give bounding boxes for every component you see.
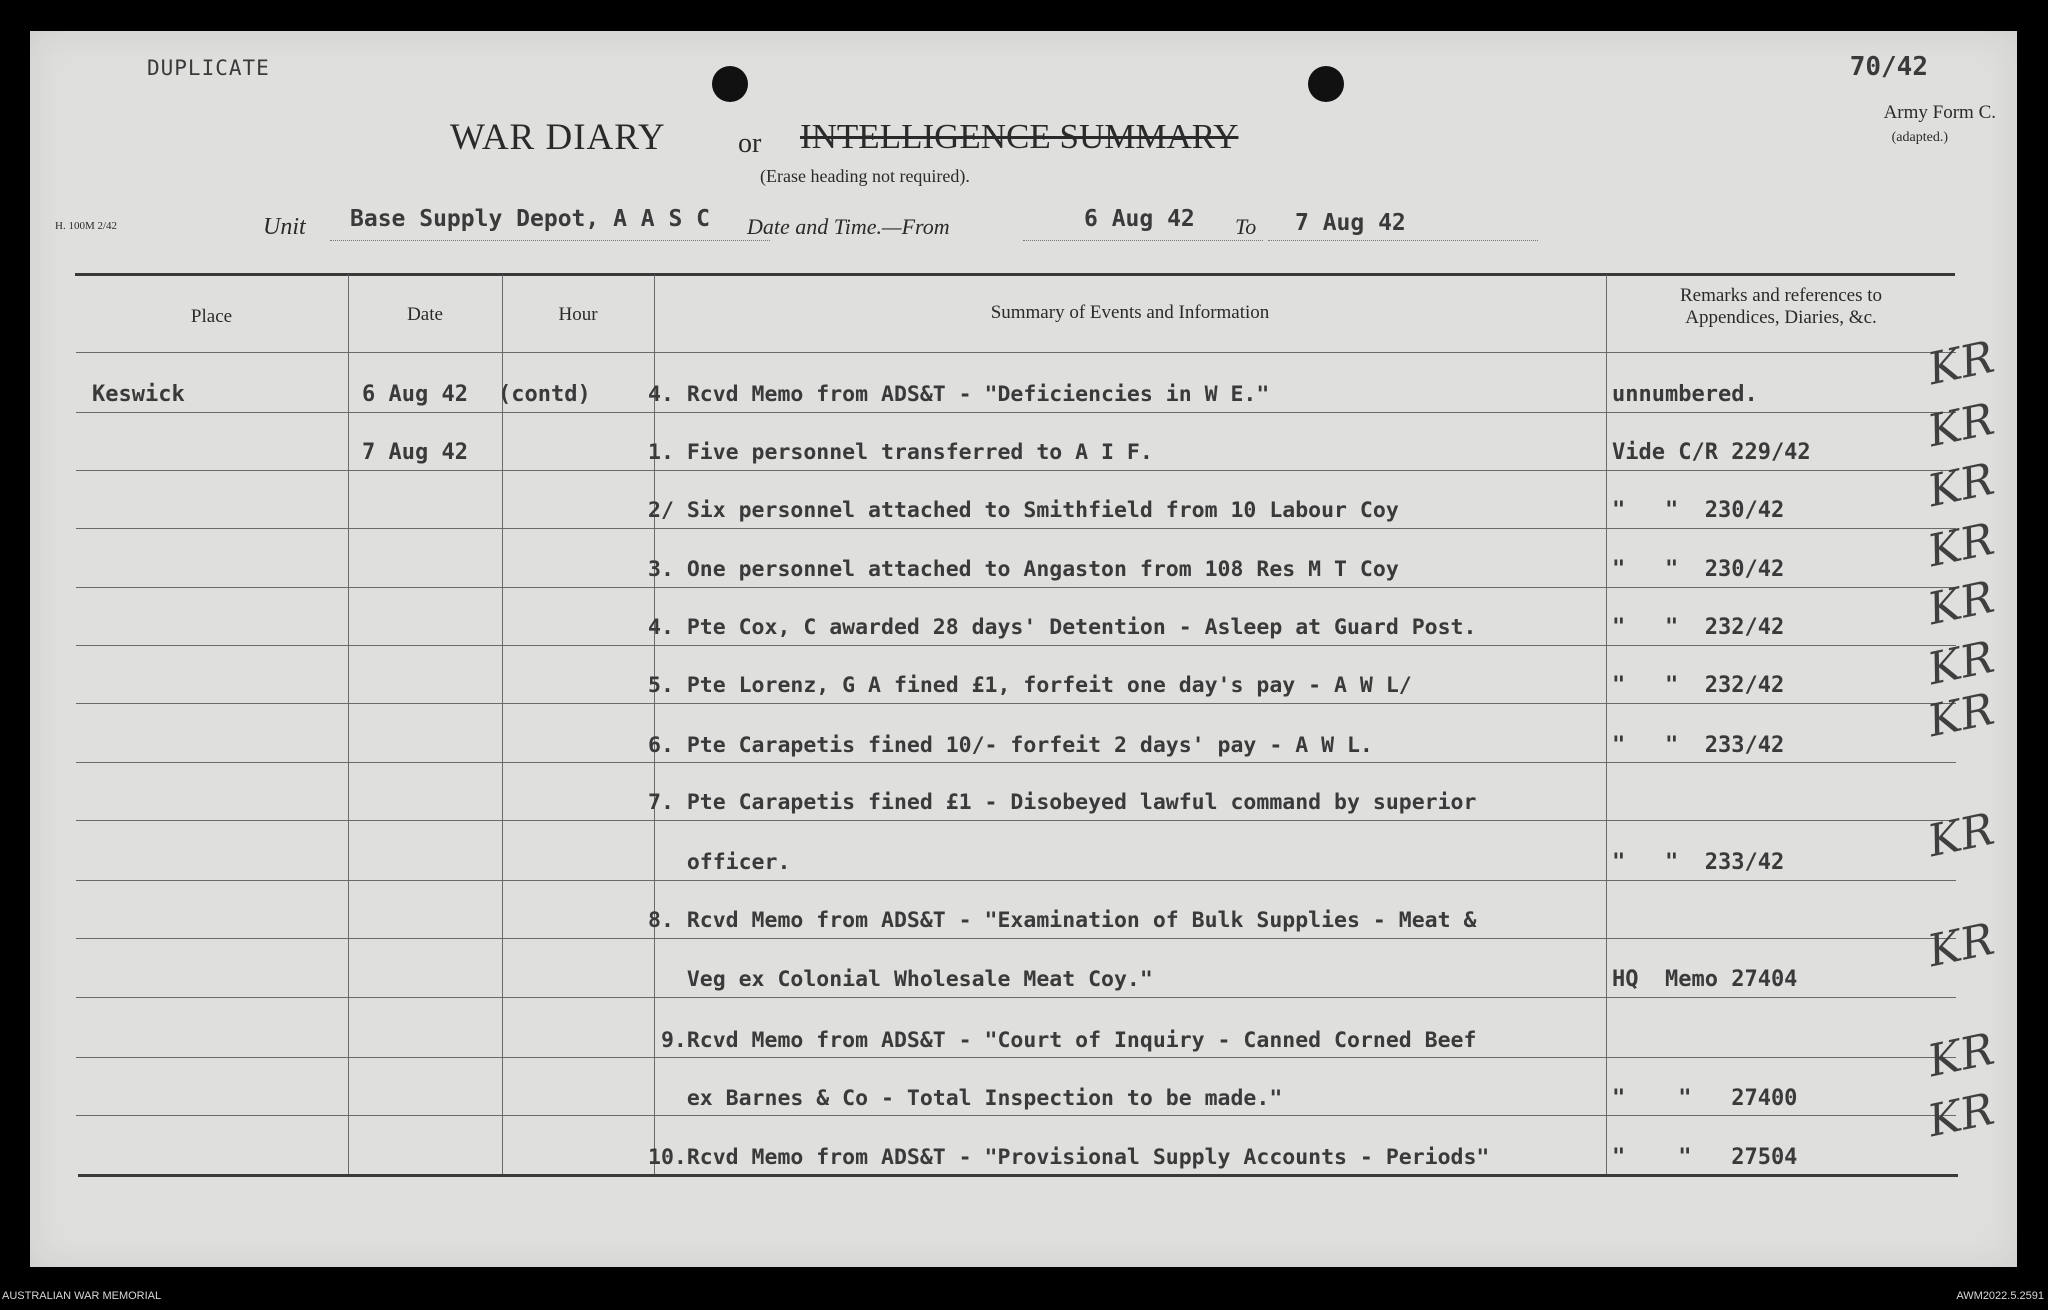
footer-accession-number: AWM2022.5.2591 [1956,1290,2044,1302]
row-rule [76,352,1956,353]
title-or: or [738,128,762,159]
handwritten-initials: KR [1923,453,1999,518]
row-rule [76,528,1956,529]
summary-cell: 6. Pte Carapetis fined 10/- forfeit 2 days' pay - A W L. [648,733,1373,758]
handwritten-initials: KR [1923,393,1999,458]
remarks-cell: " " 232/42 [1612,673,1785,698]
date-cell: 7 Aug 42 [362,440,468,465]
handwritten-initials: KR [1923,803,1999,868]
summary-cell: 7. Pte Carapetis fined £1 - Disobeyed lawful command by superior [648,790,1477,815]
row-rule [76,820,1956,821]
row-rule [76,470,1956,471]
remarks-cell: " " 233/42 [1612,850,1785,875]
col-head-remarks-line1: Remarks and references to [1679,285,1883,306]
handwritten-initials: KR [1923,513,1999,578]
col-head-place: Place [190,306,233,327]
summary-cell: 10.Rcvd Memo from ADS&T - "Provisional Supply Accounts - Periods" [648,1145,1490,1170]
row-rule [76,762,1956,763]
table-top-rule [75,273,1955,276]
remarks-cell: " " 230/42 [1612,498,1785,523]
row-rule [76,412,1956,413]
to-date-value: 7 Aug 42 [1295,210,1406,236]
summary-cell: 4. Pte Cox, C awarded 28 days' Detention - Asleep at Guard Post. [648,615,1477,640]
row-rule [76,997,1956,998]
row-rule [76,587,1956,588]
remarks-cell: " " 27400 [1612,1086,1798,1111]
form-code: H. 100M 2/42 [55,220,118,232]
row-rule [76,645,1956,646]
army-form-label: Army Form C. [1883,102,1996,123]
row-rule [76,880,1956,881]
remarks-cell: " " 230/42 [1612,557,1785,582]
col-head-summary: Summary of Events and Information [990,302,1270,323]
summary-cell: 2/ Six personnel attached to Smithfield from 10 Labour Coy [648,498,1399,523]
diary-sheet [30,31,2017,1267]
col-head-date: Date [407,304,443,325]
handwritten-initials: KR [1923,571,1999,636]
row-rule [76,1057,1956,1058]
remarks-cell: unnumbered. [1612,382,1758,407]
hour-cell: (contd) [498,382,591,407]
date-cell: 6 Aug 42 [362,382,468,407]
date-time-label: Date and Time.—From [747,214,950,239]
punch-hole-left [712,66,748,102]
footer-institution: AUSTRALIAN WAR MEMORIAL [2,1290,162,1302]
row-rule [76,703,1956,704]
remarks-cell: " " 27504 [1612,1145,1798,1170]
place-cell: Keswick [92,382,185,407]
to-label: To [1235,214,1257,239]
unit-value: Base Supply Depot, A A S C [350,206,711,232]
reference-number: 70/42 [1849,52,1928,82]
unit-label: Unit [263,214,306,240]
summary-cell: 9.Rcvd Memo from ADS&T - "Court of Inquiry - Canned Corned Beef [648,1028,1477,1053]
summary-cell: 5. Pte Lorenz, G A fined £1, forfeit one day's pay - A W L/ [648,673,1412,698]
summary-cell: 4. Rcvd Memo from ADS&T - "Deficiencies in W E." [648,382,1270,407]
handwritten-initials: KR [1923,683,1999,748]
handwritten-initials: KR [1923,631,1999,696]
adapted-label: (adapted.) [1891,130,1948,145]
from-date-value: 6 Aug 42 [1084,206,1195,232]
summary-cell: 1. Five personnel transferred to A I F. [648,440,1153,465]
summary-cell: Veg ex Colonial Wholesale Meat Coy." [648,967,1153,992]
row-rule [76,1115,1956,1116]
summary-cell: ex Barnes & Co - Total Inspection to be made." [648,1086,1283,1111]
row-rule [76,938,1956,939]
punch-hole-right [1308,66,1344,102]
title-note: (Erase heading not required). [760,166,970,186]
duplicate-label: DUPLICATE [147,56,270,80]
handwritten-initials: KR [1923,1083,1999,1148]
handwritten-initials: KR [1923,1023,1999,1088]
handwritten-initials: KR [1923,331,1999,396]
remarks-cell: HQ Memo 27404 [1612,967,1798,992]
title-war-diary: WAR DIARY [450,117,666,158]
summary-cell: 3. One personnel attached to Angaston from 108 Res M T Coy [648,557,1399,582]
title-intelligence-summary-struck: INTELLIGENCE SUMMARY [800,117,1239,156]
col-head-hour: Hour [558,304,598,325]
handwritten-initials: KR [1923,913,1999,978]
remarks-cell: " " 232/42 [1612,615,1785,640]
remarks-cell: " " 233/42 [1612,733,1785,758]
summary-cell: officer. [648,850,791,875]
remarks-cell: Vide C/R 229/42 [1612,440,1811,465]
table-bottom-rule [78,1174,1958,1177]
col-head-remarks-line2: Appendices, Diaries, &c. [1685,307,1877,328]
summary-cell: 8. Rcvd Memo from ADS&T - "Examination of Bulk Supplies - Meat & [648,908,1477,933]
